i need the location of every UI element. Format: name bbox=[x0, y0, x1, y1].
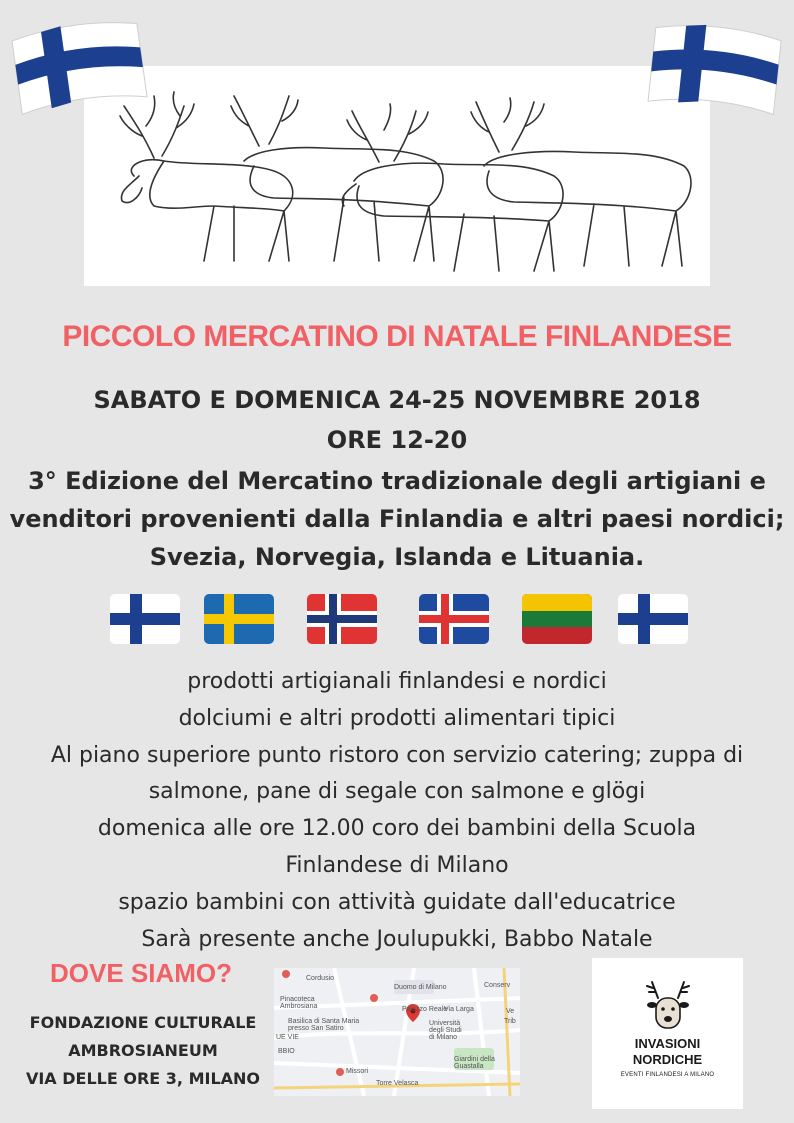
lithuania-flag-icon bbox=[522, 594, 592, 644]
map-label-ve: Ve bbox=[506, 1008, 515, 1015]
address-line: VIA DELLE ORE 3, MILANO bbox=[25, 1069, 261, 1088]
finland-flag-left-icon bbox=[4, 10, 154, 124]
map-label-universita: Università degli Studi di Milano bbox=[429, 1020, 462, 1041]
event-details bbox=[0, 664, 794, 958]
location-map[interactable] bbox=[274, 968, 520, 1096]
detail-line: domenica alle ore 12.00 coro dei bambini della Scuola bbox=[97, 816, 697, 842]
event-time: ORE 12-20 bbox=[326, 426, 468, 454]
invasioni-nordiche-logo bbox=[592, 958, 743, 1109]
map-label-missori: Missori bbox=[346, 1068, 369, 1075]
map-label-vie: UE VIE bbox=[276, 1034, 299, 1041]
detail-line: prodotti artigianali finlandesi e nordici bbox=[187, 669, 607, 694]
address-line: FONDAZIONE CULTURALE bbox=[29, 1013, 257, 1032]
map-label-conserv: Conserv bbox=[484, 982, 511, 989]
event-intro bbox=[0, 462, 794, 576]
detail-line: Sarà presente anche Joulupukki, Babbo Natale bbox=[141, 926, 653, 952]
sweden-flag-icon bbox=[204, 594, 274, 644]
reindeer-drawing-icon bbox=[84, 66, 710, 286]
event-date: SABATO E DOMENICA 24-25 NOVEMBRE 2018 bbox=[93, 386, 701, 414]
location-heading: DOVE SIAMO? bbox=[50, 958, 233, 988]
logo-title bbox=[592, 1036, 743, 1068]
finland-flag-icon bbox=[110, 594, 180, 644]
detail-line: Al piano superiore punto ristoro con servizio catering; zuppa di bbox=[50, 742, 744, 768]
logo-line2: NORDICHE bbox=[632, 1052, 703, 1067]
finland-flag-icon bbox=[618, 594, 688, 644]
hero-reindeer-image bbox=[84, 66, 710, 286]
map-label-trib: Trib bbox=[504, 1018, 516, 1025]
intro-line: Svezia, Norvegia, Islanda e Lituania. bbox=[149, 543, 645, 571]
map-label-duomo: Duomo di Milano bbox=[394, 984, 447, 991]
intro-line: 3° Edizione del Mercatino tradizionale degli artigiani e bbox=[28, 467, 766, 495]
finland-flag-right-icon bbox=[640, 12, 790, 126]
location-address bbox=[18, 1009, 268, 1093]
norway-flag-icon bbox=[307, 594, 377, 644]
map-label-pinacoteca: Pinacoteca Ambrosiana bbox=[280, 996, 318, 1010]
detail-line: Finlandese di Milano bbox=[285, 852, 509, 878]
detail-line: spazio bambini con attività guidate dall'educatrice bbox=[118, 889, 676, 915]
iceland-flag-icon bbox=[419, 594, 489, 644]
detail-line: salmone, pane di segale con salmone e glögi bbox=[148, 779, 646, 805]
reindeer-head-icon bbox=[644, 978, 692, 1032]
map-label-via: Via Larga bbox=[444, 1006, 474, 1013]
detail-line: dolciumi e altri prodotti alimentari tipici bbox=[178, 705, 616, 731]
map-label-cordusio: Cordusio bbox=[306, 975, 335, 982]
intro-line: venditori provenienti dalla Finlandia e altri paesi nordici; bbox=[9, 505, 785, 533]
page-title: PICCOLO MERCATINO DI NATALE FINLANDESE bbox=[62, 320, 732, 353]
logo-line1: INVASIONI bbox=[634, 1036, 701, 1051]
map-label-bbio: BBIO bbox=[278, 1048, 295, 1055]
map-label-torre-velasca: Torre Velasca bbox=[376, 1080, 419, 1087]
event-date-block bbox=[0, 380, 794, 460]
map-label-basilica: Basilica di Santa Maria presso San Satiro bbox=[288, 1018, 360, 1032]
logo-tagline: EVENTI FINLANDESI A MILANO bbox=[620, 1072, 715, 1078]
nordic-flags-row bbox=[110, 594, 690, 646]
map-label-giardini: Giardini della Guastalla bbox=[454, 1056, 495, 1070]
map-label-palazzo-reale: Palazzo Reale bbox=[402, 1006, 448, 1013]
address-line: AMBROSIANEUM bbox=[68, 1041, 218, 1060]
